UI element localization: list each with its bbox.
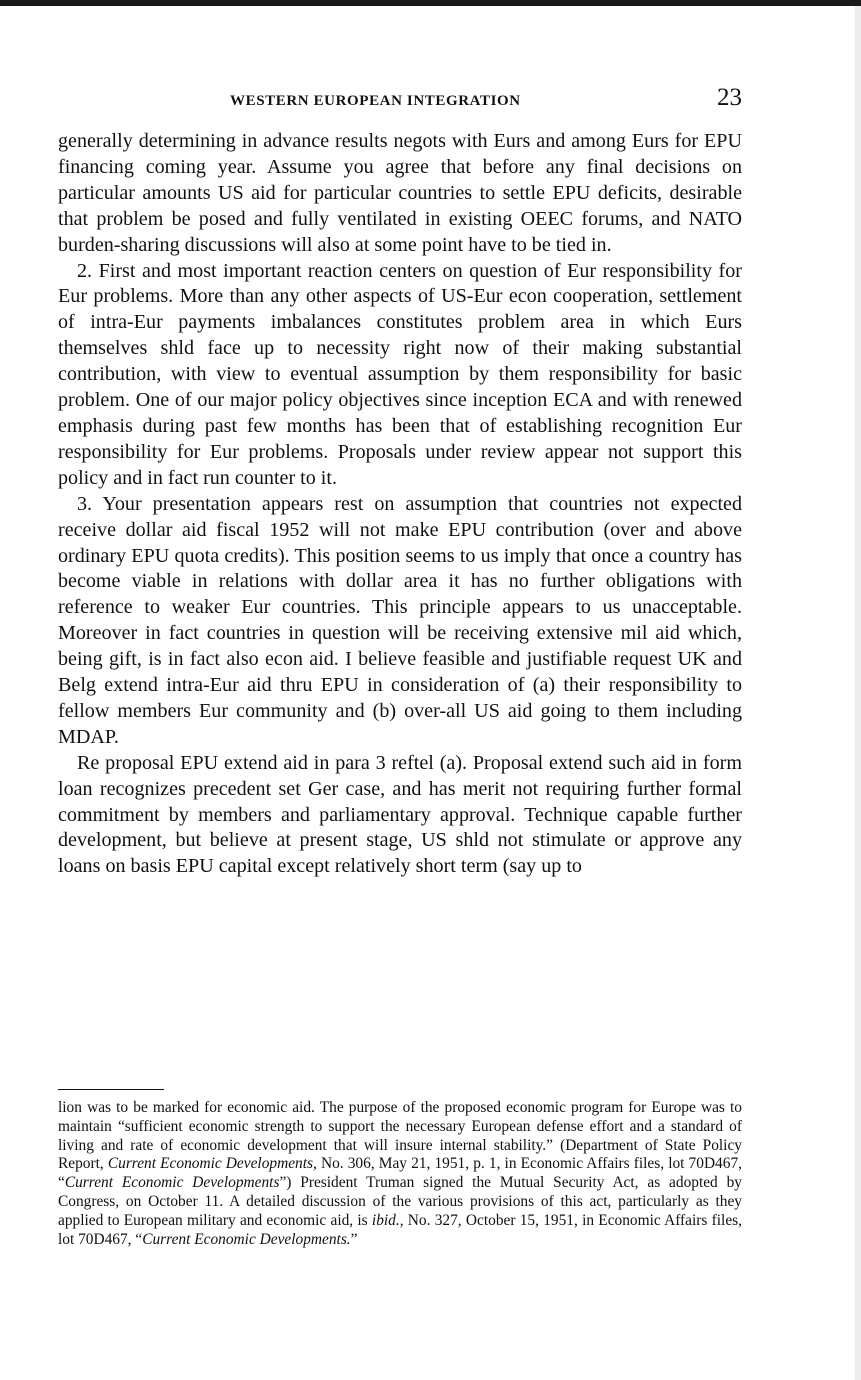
main-text <box>58 129 742 880</box>
footnote-segment: No. 306, May 21, 1951, p. 1, in Economic Affairs files, lot 70D467, “ <box>58 1155 742 1192</box>
footnote-segment: lion was to be marked for economic aid. The purpose of the proposed economic program for Europe was to maintain “sufficient economic strength to support the necessary European defense effort and a standard of living and rate of economic development that will insure internal stability.” (Department of State Policy Report, <box>58 1099 742 1173</box>
page-number: 23 <box>717 84 742 111</box>
footnote-segment: ” <box>350 1230 358 1248</box>
footnote-segment: No. 327, October 15, 1951, in Economic Affairs files, lot 70D467, “ <box>58 1211 742 1248</box>
footnote-text <box>58 1099 742 1249</box>
paragraph-3: 3. Your presentation appears rest on assumption that countries not expected receive dollar aid fiscal 1952 will not make EPU contribution (over and above ordinary EPU quota credits). This position seems to us imply that once a country has become viable in relations with dollar area it has no further obligations with reference to weaker Eur countries. This principle appears to us unacceptable. Moreover in fact countries in question will be receiving extensive mil aid which, being gift, is in fact also econ aid. I believe feasible and justifiable request UK and Belg extend intra-Eur aid thru EPU in consideration of (a) their responsibility to fellow members Eur community and (b) over-all US aid going to them including MDAP. <box>58 492 742 748</box>
paragraph-re-proposal: Re proposal EPU extend aid in para 3 reftel (a). Proposal extend such aid in form loan recognizes precedent set Ger case, and has merit not requiring further formal commitment by members and parliamentary approval. Technique capable further development, but believe at present stage, US shld not stimulate or approve any loans on basis EPU capital except relatively short term (say up to <box>58 751 742 878</box>
running-title: WESTERN EUROPEAN INTEGRATION <box>230 93 521 109</box>
footnote-italic-title: Current Economic Developments. <box>142 1230 351 1248</box>
paragraph-2: 2. First and most important reaction centers on question of Eur responsibility for Eur problems. More than any other aspects of US-Eur econ cooperation, settlement of intra-Eur payments imbalances constitutes problem area in which Eurs themselves shld face up to necessity right now of their making substantial contribution, with view to eventual assumption by them responsibility for basic problem. One of our major policy objectives since inception ECA and with renewed emphasis during past few months has been that of establishing recognition Eur responsibility for Eur problems. Proposals under review appear not support this policy and in fact run counter to it. <box>58 259 742 489</box>
page-header <box>58 84 742 114</box>
page-top-border <box>0 0 861 6</box>
footnote-italic-title: Current Economic Developments <box>64 1174 280 1192</box>
footnote <box>58 1099 742 1249</box>
footnote-segment: ”) President Truman signed the Mutual Security Act, as adopted by Congress, on October 11. A detailed discussion of the various provisions of this act, particularly as they applied to European military and economic aid, is <box>58 1174 743 1229</box>
footnote-divider <box>58 1089 164 1090</box>
paragraph-continued: generally determining in advance results negots with Eurs and among Eurs for EPU financing coming year. Assume you agree that before any final decisions on particular amounts US aid for particular countries to settle EPU deficits, desirable that problem be posed and fully ventilated in existing OEEC forums, and NATO burden-sharing discussions will also at some point have to be tied in. <box>58 130 742 256</box>
page-edge-shadow <box>855 6 861 1380</box>
footnote-italic-ibid: ibid., <box>371 1211 404 1229</box>
footnote-italic-title: Current Economic Developments, <box>107 1155 317 1173</box>
